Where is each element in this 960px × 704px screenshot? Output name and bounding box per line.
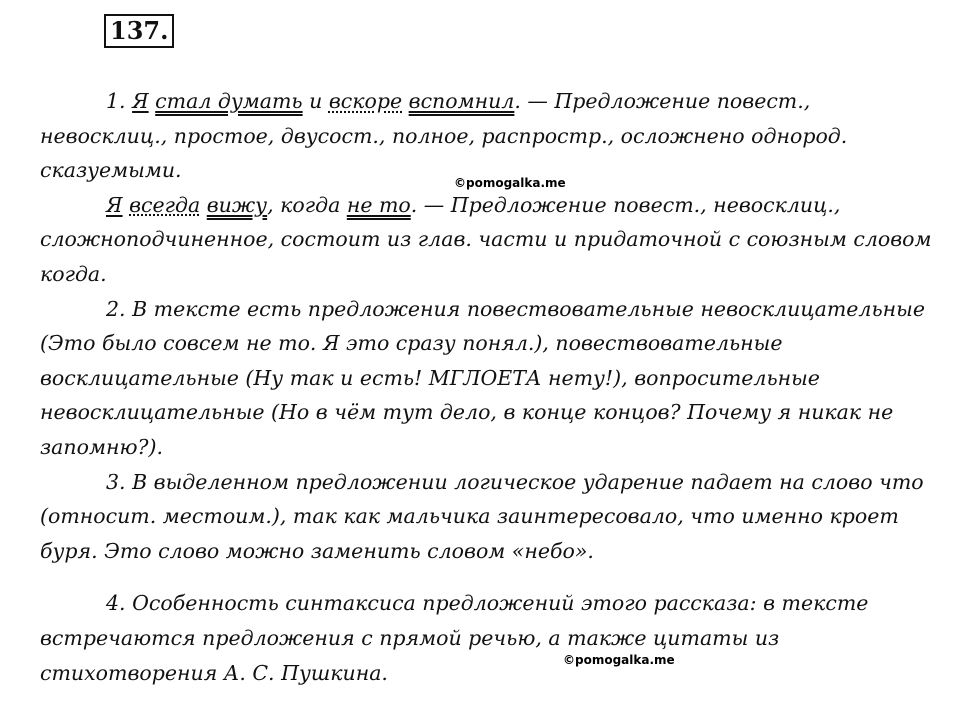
item-number: 1. xyxy=(106,89,133,113)
analysis-text: . — Предложение повест., невосклиц., сложноподчиненное, состоит из глав. части и придаточной с союзным словом когда. xyxy=(40,192,932,286)
adverbial-word: вскоре xyxy=(328,89,403,113)
answer-text xyxy=(40,84,940,690)
watermark: ©pomogalka.me xyxy=(454,176,566,190)
predicate-word: вижу xyxy=(206,192,268,217)
exercise-number: 137. xyxy=(104,14,174,48)
predicate-word: стал думать xyxy=(155,89,303,113)
paragraph-2 xyxy=(40,188,940,292)
subject-word: Я xyxy=(106,192,123,217)
paragraph-3: 2. В тексте есть предложения повествовательные невосклицательные (Это было совсем не то. Я это сразу понял.), повествовательные восклицательные (Ну так и есть! МГЛОЕТА нету!), вопросительные невосклицательные (Но в чём тут дело, в конце концов? Почему я никак не запомню?). xyxy=(40,296,925,459)
paragraph-4: 3. В выделенном предложении логическое ударение падает на слово что (относит. местоим.), так как мальчика заинтересовало, что именно кроет буря. Это слово можно заменить словом «небо». xyxy=(40,469,924,563)
predicate-word: не то xyxy=(346,192,411,217)
connector-text: , когда xyxy=(267,192,347,217)
subject-word: Я xyxy=(132,89,149,113)
watermark: ©pomogalka.me xyxy=(563,653,675,667)
predicate-word: вспомнил xyxy=(408,89,515,113)
conjunction: и xyxy=(302,89,329,113)
paragraph-1 xyxy=(40,84,940,188)
analysis-text: . — Предложение повест., невосклиц., простое, двусост., полное, распростр., осложнено однород. сказуемыми. xyxy=(40,89,848,183)
paragraph-5: 4. Особенность синтаксиса предложений этого рассказа: в тексте встречаются предложения с прямой речью, а также цитаты из стихотворения А. С. Пушкина. xyxy=(40,591,869,685)
adverbial-word: всегда xyxy=(129,192,201,217)
